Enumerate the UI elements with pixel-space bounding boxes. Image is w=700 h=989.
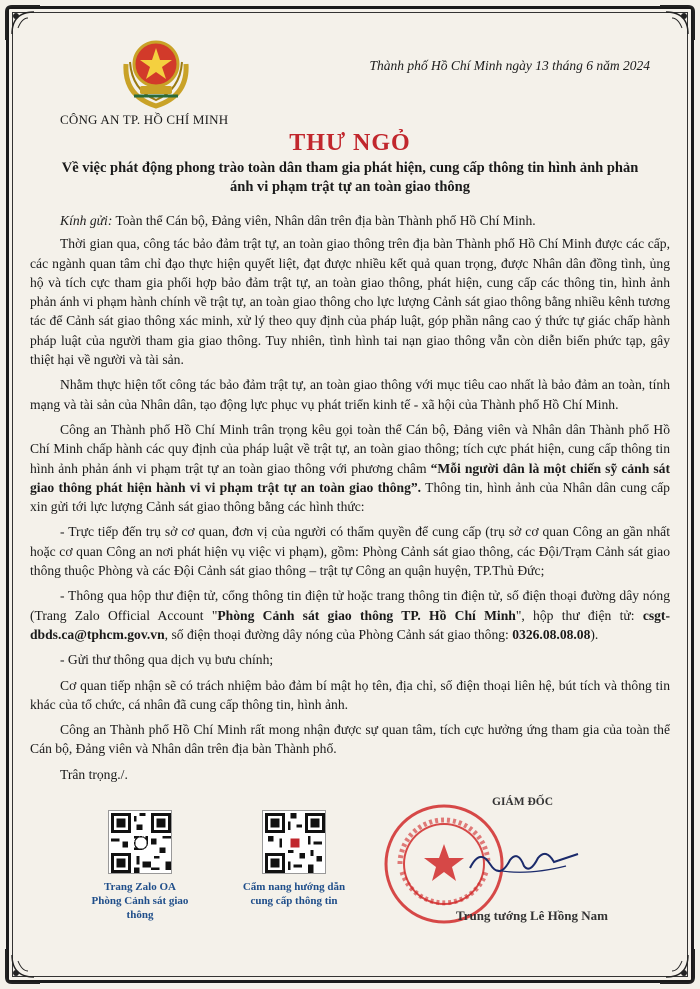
paragraph: Công an Thành phố Hồ Chí Minh rất mong nhận được sự quan tâm, tích cực hưởng ứng tham gia của toàn thể Cán bộ, Đảng viên và Nhân dân trên địa bàn Thành phố. — [30, 722, 670, 757]
qr-caption-line: Trang Zalo OA — [104, 881, 176, 894]
handwritten-signature-icon — [466, 840, 586, 880]
signer-position: GIÁM ĐỐC — [492, 796, 554, 809]
email-address: csgt-dbds.ca@tphcm.gov.vn — [30, 607, 670, 642]
corner-ornament-icon — [658, 947, 696, 985]
paragraph — [30, 586, 670, 644]
salutation-text: Toàn thể Cán bộ, Đảng viên, Nhân dân trên địa bàn Thành phố Hồ Chí Minh. — [112, 213, 536, 228]
issuing-agency: CÔNG AN TP. HỒ CHÍ MINH — [60, 112, 229, 127]
letter-body — [30, 211, 670, 784]
qr-caption — [80, 880, 200, 922]
qr-code-icon[interactable] — [108, 810, 172, 874]
qr-caption-line: cung cấp thông tin — [250, 895, 338, 908]
qr-code-icon[interactable] — [262, 810, 326, 874]
qr-handbook — [234, 810, 354, 908]
paragraph-text: ", hộp thư điện tử: — [515, 607, 643, 623]
letter-page — [30, 28, 670, 940]
paragraph-text: Công an Thành phố Hồ Chí Minh trân trọng kêu gọi toàn thể Cán bộ, Đảng viên và Nhân dân Thành phố Hồ Chí Minh chấp hành các quy định của pháp luật về trật tự, an toàn giao thông; tích cực phát hiện, cung cấp thông tin hình ảnh phản ánh vi phạm trật tự an toàn giao thông với phương châm — [30, 421, 670, 476]
qr-zalo — [80, 810, 200, 922]
qr-caption-line: Phòng Cảnh sát giao thông — [91, 895, 189, 922]
hotline-number: 0326.08.08.08 — [512, 626, 591, 642]
letter-subject: Về việc phát động phong trào toàn dân tham gia phát hiện, cung cấp thông tin hình ảnh phản ánh vi phạm trật tự an toàn giao thông — [61, 160, 639, 195]
paragraph-text: ). — [590, 626, 599, 642]
signer-name: Trung tướng Lê Hồng Nam — [456, 908, 608, 924]
paragraph: - Gửi thư thông qua dịch vụ bưu chính; — [60, 652, 274, 668]
closing: Trân trọng./. — [60, 766, 128, 782]
date-line: Thành phố Hồ Chí Minh ngày 13 tháng 6 năm 2024 — [369, 58, 650, 73]
paragraph-text: Thông tin, hình ảnh của Nhân dân cung cấp xin gửi tới lực lượng Cảnh sát giao thông bằng các hình thức: — [30, 479, 670, 515]
salutation — [30, 211, 670, 230]
letter-footer — [30, 790, 670, 940]
paragraph: - Trực tiếp đến trụ sở cơ quan, đơn vị của người có thẩm quyền để cung cấp (trụ sở cơ quan Công an gần nhất hoặc cơ quan Công an nơi phát hiện vụ việc vi phạm), gồm: Phòng Cảnh sát giao thông, các Đội/Trạm Cảnh sát giao thông thuộc Phòng và các Đội Cảnh sát giao thông – trật tự Công an quận huyện, TP.Thủ Đức; — [30, 524, 670, 579]
qr-caption-line: Cẩm nang hướng dẫn — [242, 881, 346, 894]
zalo-account-name: Phòng Cảnh sát giao thông TP. Hồ Chí Minh — [217, 607, 516, 623]
paragraph: Thời gian qua, công tác bảo đảm trật tự, an toàn giao thông trên địa bàn Thành phố Hồ Chí Minh được các cấp, các ngành quan tâm chỉ đạo thực hiện quyết liệt, đạt được nhiều kết quả quan trọng, được Nhân dân đồng tình, ủng hộ và tích cực tham gia phối hợp bảo đảm trật tự, an toàn giao thông, phát hiện, cung cấp các thông tin, hình ảnh phản ánh vi phạm hành chính về trật tự, an toàn giao thông cho lực lượng Cảnh sát giao thông bằng nhiều kênh tương tác để Cảnh sát giao thông xác minh, xử lý theo quy định của pháp luật, góp phần nâng cao ý thức tự giác chấp hành pháp luật của người tham gia giao thông. Tuy nhiên, tình hình tai nạn giao thông vẫn còn diễn biến phức tạp, gây thiệt hại về người và tài sản. — [30, 236, 670, 368]
paragraph-text: - Thông qua hộp thư điện tử, cổng thông tin điện tử hoặc trang thông tin điện tử, số điện thoại đường dây nóng (Trang Zalo Official Account " — [30, 588, 670, 623]
salutation-label: Kính gửi: — [60, 213, 113, 228]
signature-block — [380, 790, 650, 940]
qr-caption — [234, 880, 354, 908]
corner-ornament-icon — [4, 947, 42, 985]
slogan: “Mỗi người dân là một chiến sỹ cảnh sát giao thông phát hiện hành vi vi phạm trật tự an toàn giao thông”. — [30, 460, 670, 495]
paragraph — [30, 420, 670, 516]
letter-title: THƯ NGỎ — [289, 130, 411, 156]
letter-header — [30, 28, 670, 126]
paragraph: Cơ quan tiếp nhận sẽ có trách nhiệm bảo đảm bí mật họ tên, địa chỉ, số điện thoại liên hệ, bút tích và thông tin khác của tổ chức, cá nhân đã cung cấp thông tin, hình ảnh. — [30, 677, 670, 712]
paragraph: Nhằm thực hiện tốt công tác bảo đảm trật tự, an toàn giao thông với mục tiêu cao nhất là bảo đảm an toàn, tính mạng và tài sản của Nhân dân, tạo động lực phục vụ phát triển kinh tế - xã hội của Thành phố Hồ Chí Minh. — [30, 377, 670, 412]
paragraph-text: , số điện thoại đường dây nóng của Phòng Cảnh sát giao thông: — [164, 626, 513, 642]
police-emblem-icon — [120, 34, 192, 110]
